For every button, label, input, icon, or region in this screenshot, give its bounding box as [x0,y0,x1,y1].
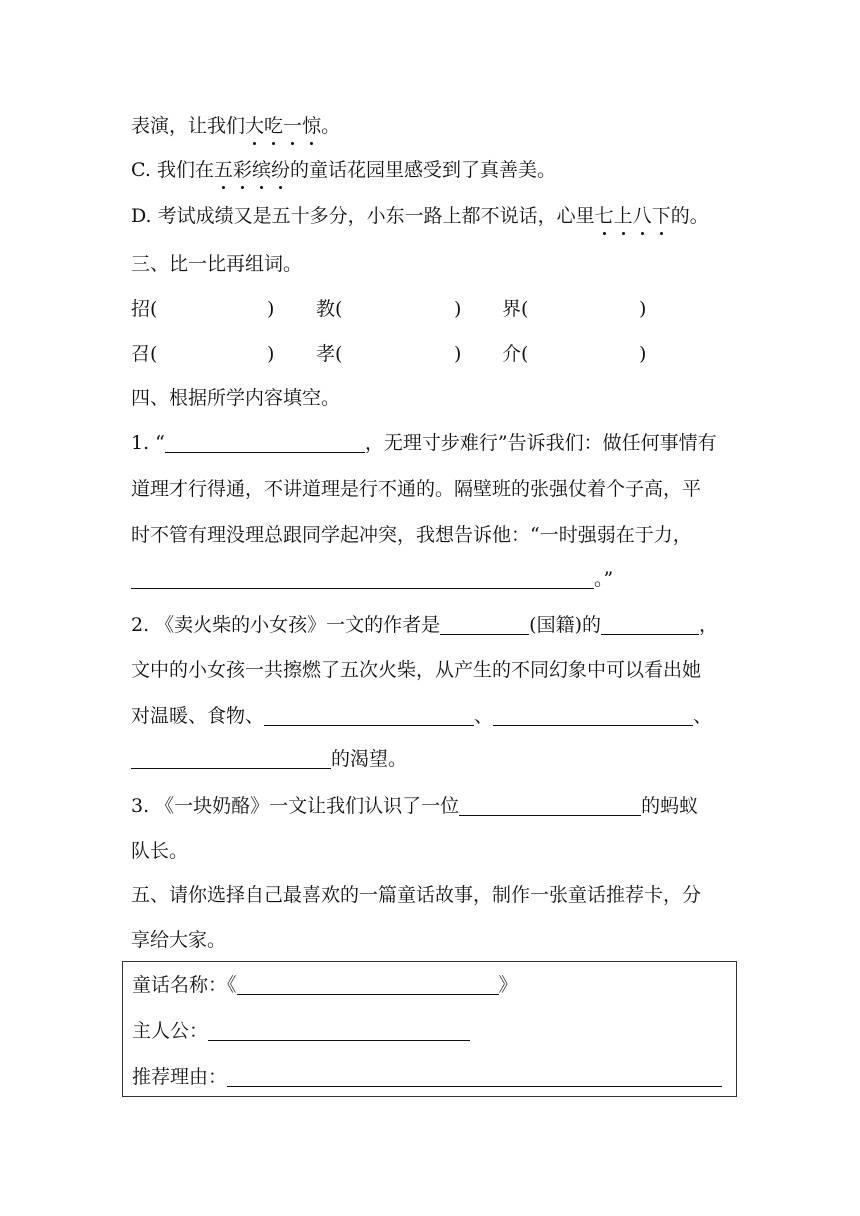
emphasis-char: 七 [594,205,614,227]
section-3-title: 三、比一比再组词。 [131,253,303,275]
q2-text: 2. 《卖火柴的小女孩》一文的作者是 [131,614,441,636]
answer-close: ) [639,298,647,320]
compare-char: 界( [502,298,529,320]
q1-line-1 [131,431,717,455]
compare-char: 介( [502,343,529,365]
q1-text: 1. “ [131,432,165,454]
q1-text: ，无理寸步难行”告诉我们：做任何事情有 [364,432,717,454]
fill-blank[interactable] [131,748,331,769]
fill-blank[interactable] [493,705,693,726]
emphasis-char: 吃 [264,115,284,137]
compare-char: 教( [316,298,343,320]
fill-blank[interactable] [459,795,641,816]
q3-text: 3. 《一块奶酪》一文让我们认识了一位 [131,795,460,817]
section-5-title-line-1: 五、请你选择自己最喜欢的一篇童话故事，制作一张童话推荐卡，分 [131,884,702,906]
option-b-end: 。 [321,115,341,137]
emphasis-char: 下 [651,205,671,227]
q2-line-2: 文中的小女孩一共擦燃了五次火柴，从产生的不同幻象中可以看出她 [131,659,702,681]
compare-char: 召( [131,343,158,365]
reason-field[interactable] [227,1066,722,1087]
q2-line-3 [131,704,712,728]
fill-blank[interactable] [601,614,699,635]
answer-close: ) [454,343,462,365]
emphasis-char: 一 [283,115,303,137]
q2-text: 、 [474,705,494,727]
section-5-title-line-2: 享给大家。 [131,929,227,951]
q1-line-4 [131,567,613,591]
q2-line-4 [131,747,407,771]
compare-char: 孝( [316,343,343,365]
compare-char: 招( [131,298,158,320]
card-name-close: 》 [498,974,518,996]
q2-text: (国籍)的 [529,614,601,636]
answer-close: ) [639,343,647,365]
q3-line-2: 队长。 [131,840,189,862]
emphasis-char: 大 [245,115,265,137]
option-c [131,158,556,182]
option-b-continuation [131,114,340,138]
card-reason-row [132,1065,722,1089]
option-c-end: 的童话花园里感受到了真善美。 [290,159,557,181]
emphasis-char: 纷 [271,159,291,181]
q2-text: 的渴望。 [331,748,408,770]
q2-text: 、 [693,705,713,727]
option-d-end: 的。 [670,205,709,227]
fill-blank[interactable] [440,614,529,635]
card-name-row [132,973,518,997]
q2-text: ， [699,614,719,636]
emphasis-char: 惊 [302,115,322,137]
protagonist-field[interactable] [208,1020,470,1041]
emphasis-char: 彩 [232,159,252,181]
section-4-title: 四、根据所学内容填空。 [131,387,341,409]
card-hero-label: 主人公： [132,1020,209,1042]
q2-line-1 [131,613,718,637]
emphasis-char: 五 [213,159,233,181]
card-reason-label: 推荐理由： [132,1066,228,1088]
emphasis-char: 缤 [251,159,271,181]
answer-close: ) [267,343,275,365]
option-b-text: 表演，让我们 [131,115,246,137]
story-name-field[interactable] [237,974,499,995]
option-d [131,204,709,228]
answer-close: ) [454,298,462,320]
option-d-text: D. 考试成绩又是五十多分，小东一路上都不说话，心里 [131,205,595,227]
q1-text: 。” [594,568,614,590]
option-c-text: C. 我们在 [131,159,214,181]
card-hero-row [132,1019,470,1043]
fill-blank[interactable] [165,432,365,453]
q2-text: 对温暖、食物、 [131,705,265,727]
fill-blank[interactable] [264,705,474,726]
q1-line-3: 时不管有理没理总跟同学起冲突，我想告诉他：“一时强弱在于力， [131,524,692,546]
emphasis-char: 上 [613,205,633,227]
emphasis-char: 八 [632,205,652,227]
answer-close: ) [267,298,275,320]
q3-text: 的蚂蚁 [641,795,699,817]
recommendation-card [122,961,737,1097]
card-name-label: 童话名称：《 [132,974,237,996]
fill-blank[interactable] [131,568,594,589]
q1-line-2: 道理才行得通，不讲道理是行不通的。隔壁班的张强仗着个子高，平 [131,478,702,500]
q3-line-1 [131,794,698,818]
